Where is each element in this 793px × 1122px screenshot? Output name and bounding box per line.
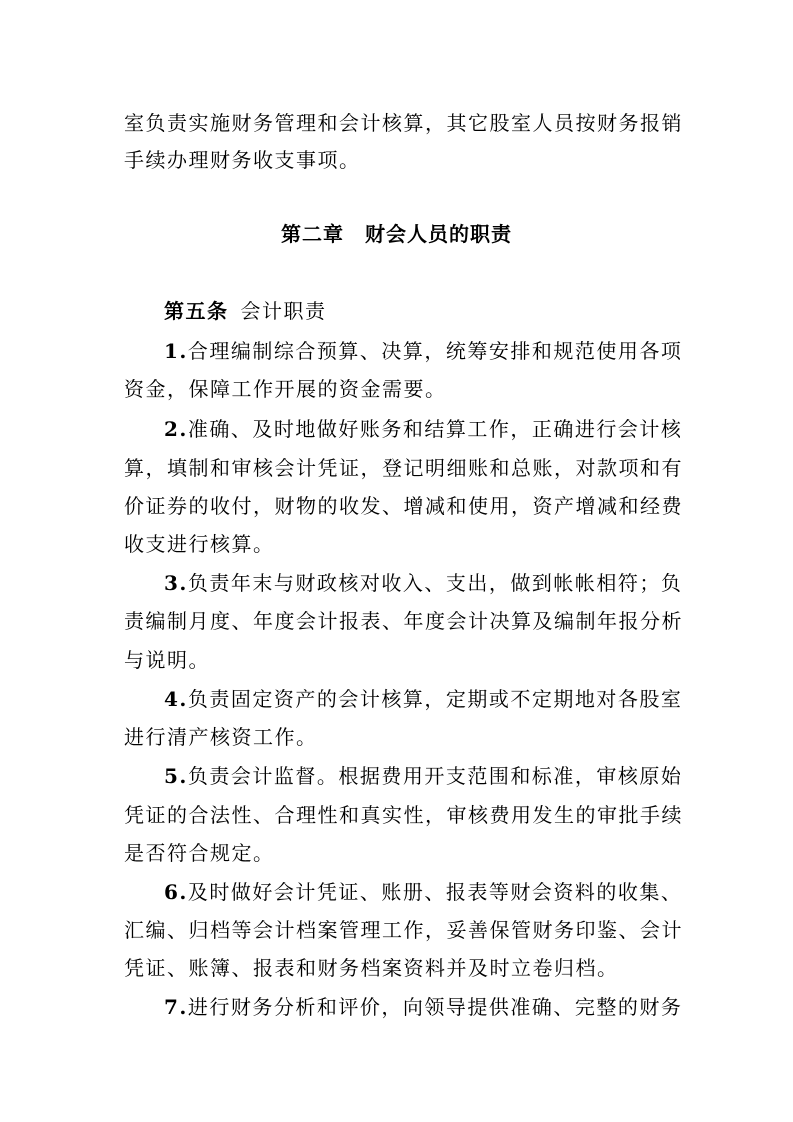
paragraph-line: 室负责实施财务管理和会计核算，其它股室人员按财务报销 <box>124 111 683 135</box>
list-item-line: 价证券的收付，财物的收发、增减和使用，资产增减和经费 <box>124 494 683 518</box>
list-item-line <box>164 987 684 1027</box>
item-text: 负责固定资产的会计核算，定期或不定期地对各股室 <box>187 687 683 711</box>
list-item-line: 与说明。 <box>124 648 210 672</box>
item-number: 6. <box>164 880 188 904</box>
paragraph-line: 手续办理财务收支事项。 <box>124 148 361 172</box>
list-item-line: 凭证的合法性、合理性和真实性，审核费用发生的审批手续 <box>124 803 683 827</box>
item-number: 5. <box>164 764 188 788</box>
list-item-line: 凭证、账簿、报表和财务档案资料并及时立卷归档。 <box>124 956 619 980</box>
item-text: 及时做好会计凭证、账册、报表等财会资料的收集、 <box>187 880 683 904</box>
list-item-line: 资金，保障工作开展的资金需要。 <box>124 377 447 401</box>
article-label: 第五条 <box>164 299 229 323</box>
article-heading <box>164 291 684 331</box>
item-number: 3. <box>164 571 188 595</box>
item-text: 负责会计监督。根据费用开支范围和标准，审核原始 <box>187 764 683 788</box>
list-item-line: 进行清产核资工作。 <box>124 725 318 749</box>
list-item-line <box>164 409 684 449</box>
item-text: 进行财务分析和评价，向领导提供准确、完整的财务 <box>187 995 683 1019</box>
list-item-line: 收支进行核算。 <box>124 532 275 556</box>
chapter-title: 第二章 财会人员的职责 <box>281 222 512 246</box>
item-number: 1. <box>164 339 188 363</box>
list-item-line <box>164 756 684 796</box>
item-text: 准确、及时地做好账务和结算工作，正确进行会计核 <box>187 417 683 441</box>
item-text: 负责年末与财政核对收入、支出，做到帐帐相符；负 <box>187 571 683 595</box>
list-item-line <box>164 331 684 371</box>
item-number: 4. <box>164 687 188 711</box>
list-item-line <box>164 563 684 603</box>
list-item-line: 是否符合规定。 <box>124 841 275 865</box>
article-title: 会计职责 <box>240 299 327 323</box>
item-number: 7. <box>164 995 188 1019</box>
list-item-line: 责编制月度、年度会计报表、年度会计决算及编制年报分析 <box>124 609 683 633</box>
list-item-line: 算，填制和审核会计凭证，登记明细账和总账，对款项和有 <box>124 456 683 480</box>
list-item-line <box>164 679 684 719</box>
list-item-line: 汇编、归档等会计档案管理工作，妥善保管财务印鉴、会计 <box>124 918 683 942</box>
item-text: 合理编制综合预算、决算，统筹安排和规范使用各项 <box>187 339 683 363</box>
list-item-line <box>164 872 684 912</box>
item-number: 2. <box>164 417 188 441</box>
